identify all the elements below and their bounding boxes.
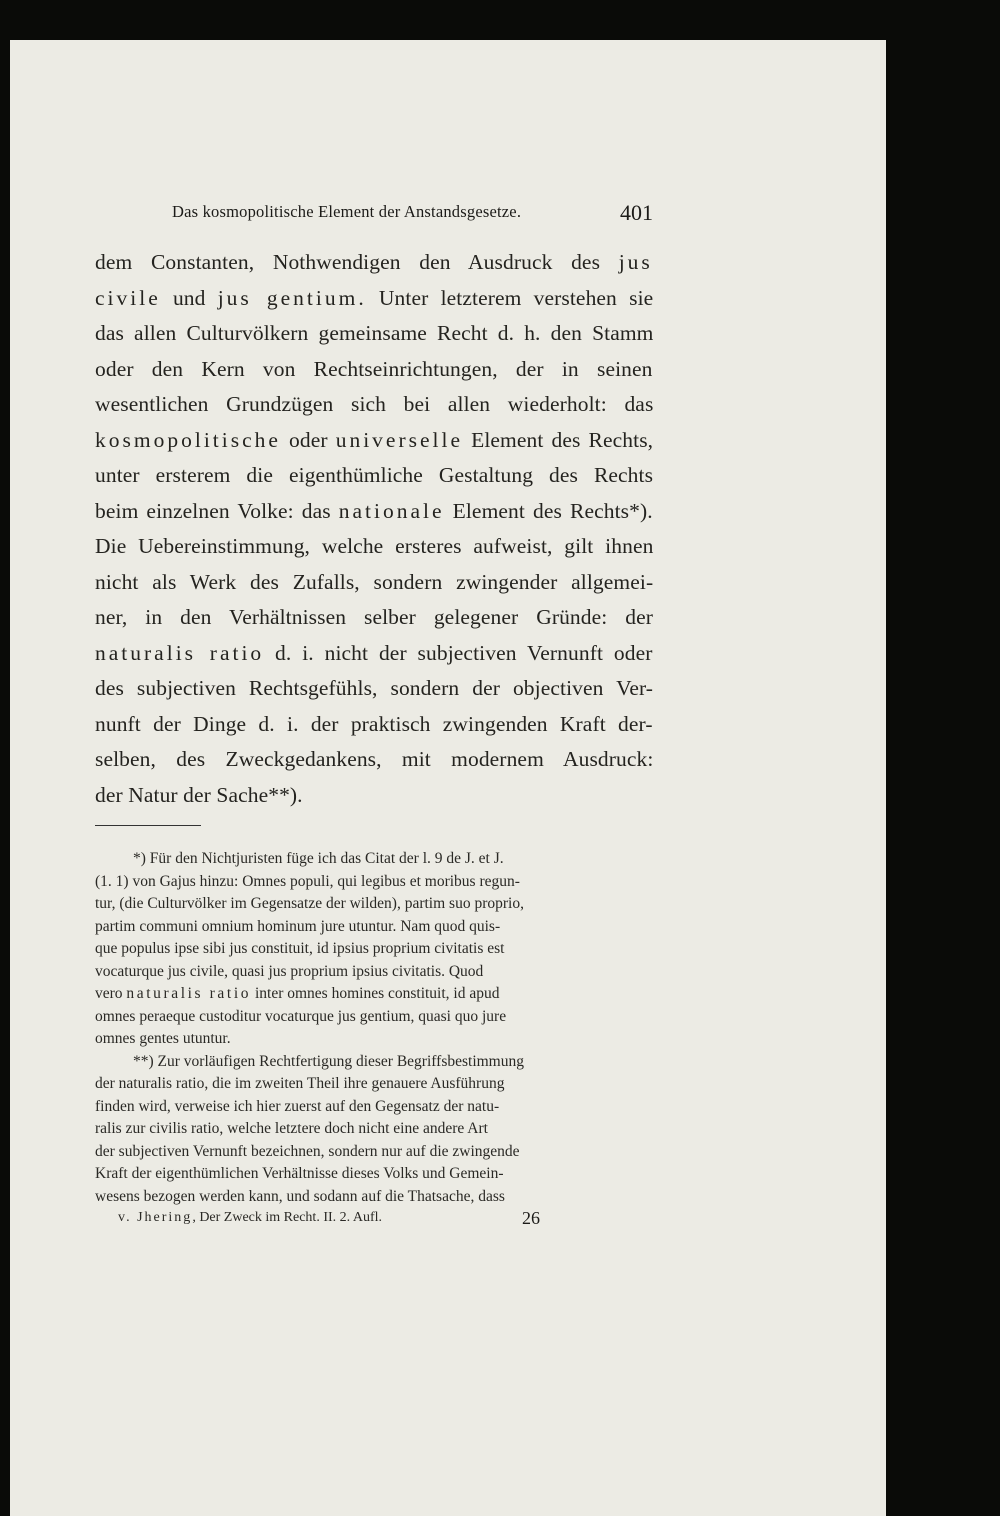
footnote-line bbox=[95, 895, 524, 913]
footnote-text: Kraft der eigenthümlichen Verhältnisse dieses Volks und Gemein- bbox=[95, 1165, 504, 1182]
body-line bbox=[95, 499, 653, 524]
body-text: das allen Culturvölkern gemeinsame Recht d. h. den Stamm bbox=[95, 321, 654, 345]
footnote-text: *) Für den Nichtjuristen füge ich das Citat der l. 9 de J. et J. bbox=[133, 850, 504, 867]
body-text: ner, in den Verhältnissen selber gelegener Gründe: der bbox=[95, 605, 653, 629]
body-text: Element des Rechts*). bbox=[444, 498, 653, 523]
body-line bbox=[95, 357, 653, 382]
body-line bbox=[95, 250, 653, 275]
footnote-text: que populus ipse sibi jus constituit, id ipsius proprium civitatis est bbox=[95, 940, 505, 957]
spaced-emphasis-text: universelle bbox=[335, 427, 464, 452]
body-text: wesentlichen Grundzügen sich bei allen wiederholt: das bbox=[95, 392, 654, 416]
footnote-line bbox=[95, 873, 520, 891]
footnote-text: der naturalis ratio, die im zweiten Theil ihre genauere Ausführung bbox=[95, 1075, 505, 1092]
body-line bbox=[95, 428, 653, 453]
body-text: unter ersterem die eigenthümliche Gestaltung des Rechts bbox=[95, 463, 654, 487]
spaced-emphasis-text: naturalis ratio bbox=[95, 640, 265, 665]
body-line bbox=[95, 641, 653, 666]
spaced-emphasis-text: naturalis ratio bbox=[126, 985, 252, 1002]
body-line bbox=[95, 321, 653, 346]
footnote-text: inter omnes homines constituit, id apud bbox=[251, 985, 500, 1002]
footnote-text: vero bbox=[95, 985, 127, 1002]
body-text: Element des Rechts, bbox=[463, 427, 654, 452]
body-line bbox=[95, 783, 303, 808]
body-text: beim einzelnen Volke: das bbox=[95, 498, 339, 523]
body-text: oder den Kern von Rechtseinrichtungen, der in seinen bbox=[95, 356, 653, 381]
spaced-emphasis-text: kosmopolitische bbox=[95, 427, 281, 452]
footnote-text: ralis zur civilis ratio, welche letztere doch nicht eine andere Art bbox=[95, 1120, 488, 1137]
footnote-line bbox=[95, 940, 504, 958]
signature-line bbox=[118, 1210, 382, 1226]
footnote-line bbox=[95, 1098, 499, 1116]
footnote-line bbox=[95, 985, 499, 1003]
page-number: 401 bbox=[620, 200, 653, 225]
body-line bbox=[95, 534, 653, 559]
footnote-text: der subjectiven Vernunft bezeichnen, sondern nur auf die zwingende bbox=[95, 1142, 520, 1160]
scan-background-margin bbox=[886, 0, 1000, 1516]
body-text: d. i. nicht der subjectiven Vernunft oder bbox=[264, 640, 653, 665]
body-text: Die Uebereinstimmung, welche ersteres aufweist, gilt ihnen bbox=[95, 534, 654, 558]
footnote-line bbox=[95, 963, 483, 981]
body-line bbox=[95, 392, 653, 417]
footnote-separator bbox=[95, 825, 201, 826]
body-text: selben, des Zweckgedankens, mit modernem Ausdruck: bbox=[95, 747, 654, 771]
signature-author: v. Jhering bbox=[118, 1210, 193, 1225]
body-text: und bbox=[160, 285, 218, 310]
footnote-text: (1. 1) von Gajus hinzu: Omnes populi, qui legibus et moribus regun- bbox=[95, 872, 520, 890]
footnote-line bbox=[95, 1143, 520, 1161]
footnote-line bbox=[95, 1120, 488, 1138]
footnote-line bbox=[133, 850, 504, 868]
footnote-text: partim communi omnium hominum jure utuntur. Nam quod quis- bbox=[95, 917, 501, 935]
footnote-line bbox=[133, 1053, 524, 1071]
body-line bbox=[95, 286, 653, 311]
footnote-text: finden wird, verweise ich hier zuerst auf den Gegensatz der natu- bbox=[95, 1097, 500, 1115]
body-text: nicht als Werk des Zufalls, sondern zwingender allgemei- bbox=[95, 569, 654, 594]
footnote-line bbox=[95, 1030, 231, 1048]
footnote-line bbox=[95, 918, 500, 936]
body-line bbox=[95, 570, 653, 595]
footnote-line bbox=[95, 1188, 505, 1206]
running-title: Das kosmopolitische Element der Anstandsgesetze. bbox=[172, 202, 522, 221]
footnote-text: vocaturque jus civile, quasi jus proprium ipsius civitatis. Quod bbox=[95, 962, 484, 980]
footnote-text: **) Zur vorläufigen Rechtfertigung dieser Begriffsbestimmung bbox=[133, 1052, 524, 1070]
signature-mark: 26 bbox=[522, 1208, 540, 1228]
signature-title: , Der Zweck im Recht. II. 2. Aufl. bbox=[192, 1210, 383, 1225]
body-text: des subjectiven Rechtsgefühls, sondern der objectiven Ver- bbox=[95, 676, 654, 700]
spaced-emphasis-text: jus gentium. bbox=[217, 285, 367, 310]
body-line bbox=[95, 712, 653, 737]
spaced-emphasis-text: nationale bbox=[338, 498, 445, 523]
footnote-text: omnes peraeque custoditur vocaturque jus gentium, quasi quo jure bbox=[95, 1007, 507, 1025]
footnote-text: tur, (die Culturvölker im Gegensatze der wilden), partim suo proprio, bbox=[95, 895, 524, 912]
spaced-emphasis-text: jus bbox=[618, 250, 653, 274]
body-text: Unter letzterem verstehen sie bbox=[366, 285, 654, 310]
body-text: dem Constanten, Nothwendigen den Ausdruck des bbox=[95, 250, 619, 274]
body-text: der Natur der Sache**). bbox=[95, 782, 303, 807]
body-text: oder bbox=[280, 427, 336, 452]
body-line bbox=[95, 605, 653, 630]
body-line bbox=[95, 747, 653, 772]
footnote-line bbox=[95, 1008, 506, 1026]
footnote-text: omnes gentes utuntur. bbox=[95, 1030, 231, 1047]
spaced-emphasis-text: civile bbox=[95, 285, 161, 310]
footnote-text: wesens bezogen werden kann, und sodann auf die Thatsache, dass bbox=[95, 1187, 505, 1205]
body-line bbox=[95, 463, 653, 488]
footnote-line bbox=[95, 1165, 504, 1183]
footnote-line bbox=[95, 1075, 504, 1093]
body-line bbox=[95, 676, 653, 701]
body-text: nunft der Dinge d. i. der praktisch zwingenden Kraft der- bbox=[95, 711, 653, 736]
